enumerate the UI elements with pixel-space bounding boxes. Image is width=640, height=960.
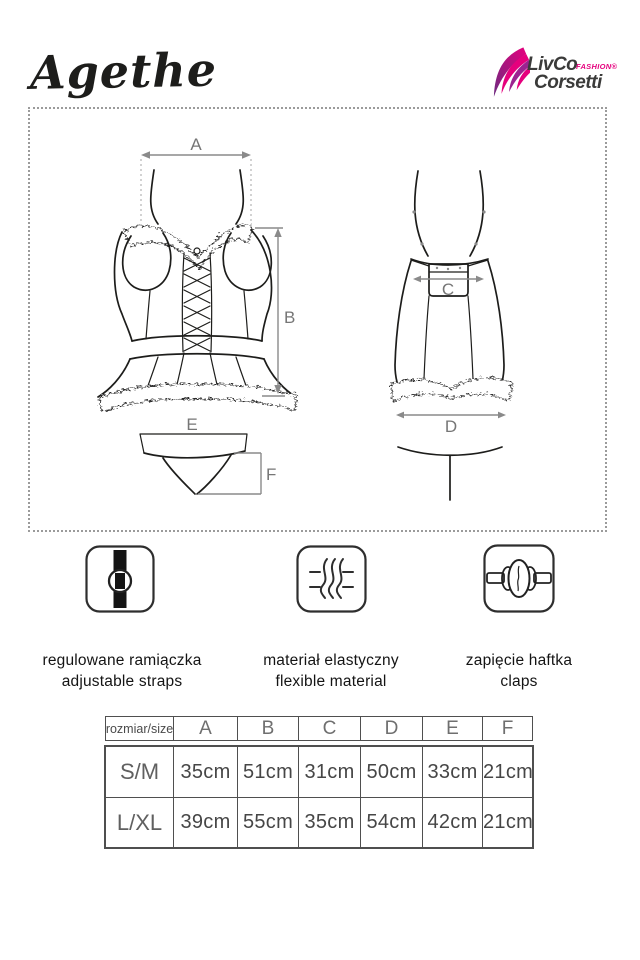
row-label: L/XL bbox=[106, 797, 173, 847]
dimension-e bbox=[186, 415, 197, 434]
cell-lxl-a: 39cm bbox=[173, 797, 237, 847]
logo-swoosh-icon bbox=[492, 45, 530, 101]
logo-text-livco: LivCo bbox=[527, 54, 578, 75]
size-table-header bbox=[105, 716, 533, 741]
dimension-b bbox=[255, 228, 295, 396]
cell-sm-d: 50cm bbox=[360, 747, 422, 797]
cell-sm-e: 33cm bbox=[422, 747, 482, 797]
svg-text:E: E bbox=[186, 415, 198, 434]
svg-text:F: F bbox=[266, 465, 277, 484]
svg-text:C: C bbox=[441, 280, 455, 299]
measurement-diagram bbox=[28, 107, 607, 532]
logo-text-fashion: FASHION® bbox=[576, 62, 618, 71]
thong-front-drawing bbox=[140, 434, 247, 494]
dimension-f bbox=[198, 453, 276, 494]
cell-sm-b: 51cm bbox=[237, 747, 298, 797]
cell-lxl-d: 54cm bbox=[360, 797, 422, 847]
feature-label-pl: zapięcie haftka bbox=[465, 652, 573, 669]
cell-sm-c: 31cm bbox=[298, 747, 360, 797]
cell-lxl-c: 35cm bbox=[298, 797, 360, 847]
feature-label-pl: regulowane ramiączka bbox=[42, 652, 202, 669]
cell-lxl-b: 55cm bbox=[237, 797, 298, 847]
feature-label-en: claps bbox=[500, 673, 538, 690]
size-table-body bbox=[104, 745, 534, 849]
logo-text-corsetti: Corsetti bbox=[534, 72, 602, 93]
header-cell-d: D bbox=[360, 717, 422, 740]
thong-back-drawing bbox=[398, 447, 502, 500]
cell-sm-a: 35cm bbox=[173, 747, 237, 797]
cell-lxl-f: 21cm bbox=[482, 797, 533, 847]
header-cell-size: rozmiar/size bbox=[105, 721, 174, 736]
feature-label-en: flexible material bbox=[275, 673, 387, 690]
dimension-c bbox=[413, 276, 484, 299]
feature-label-pl: materiał elastyczny bbox=[263, 652, 399, 669]
svg-text:B: B bbox=[284, 308, 296, 327]
feature-label-clasp bbox=[404, 650, 634, 692]
clasp-icon bbox=[483, 544, 555, 613]
dimension-a bbox=[141, 135, 251, 226]
adjustable-straps-icon bbox=[85, 545, 155, 613]
brand-logo bbox=[492, 45, 628, 103]
header-cell-e: E bbox=[422, 717, 482, 740]
header-cell-c: C bbox=[298, 717, 360, 740]
lacing-crosses bbox=[184, 258, 210, 351]
header-cell-b: B bbox=[237, 717, 298, 740]
svg-text:D: D bbox=[444, 417, 458, 436]
svg-text:A: A bbox=[190, 135, 202, 154]
row-label: S/M bbox=[119, 759, 160, 784]
feature-label-adjustable-straps bbox=[7, 650, 237, 692]
feature-label-en: adjustable straps bbox=[61, 673, 183, 690]
cell-lxl-e: 42cm bbox=[422, 797, 482, 847]
front-view-drawing bbox=[97, 170, 296, 410]
dimension-d bbox=[396, 412, 506, 436]
header-cell-a: A bbox=[173, 717, 237, 740]
flexible-material-icon bbox=[296, 545, 367, 613]
cell-sm-f: 21cm bbox=[482, 747, 533, 797]
header-cell-f: F bbox=[482, 717, 532, 740]
product-title: Agethe bbox=[29, 42, 218, 100]
